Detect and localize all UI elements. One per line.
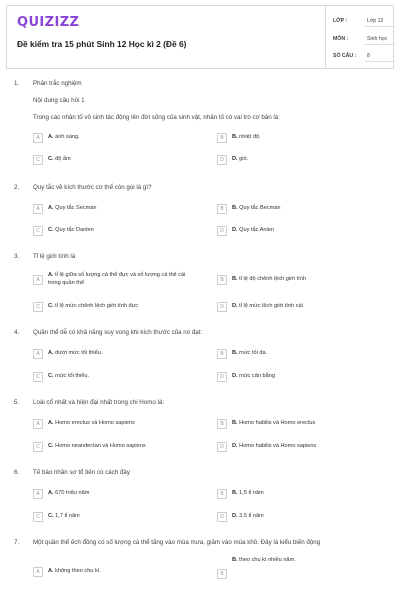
option-text: C. 1,7 tỉ năm [48,513,80,520]
question-text: Loài cổ nhất và hiện đại nhất trong chi Homo là: [33,399,165,406]
option-c[interactable] [33,224,188,238]
option-letter: A [33,349,43,359]
option-text: D. Homo habilis và Homo sapiens [232,443,317,450]
option-text: B. Homo habilis và Homo erectus [232,420,316,427]
option-text: B. mức tối đa. [232,350,268,357]
option-b[interactable] [217,131,372,145]
question-number: 6. [14,469,20,476]
class-value: Lớp 12 [367,18,384,24]
count-line [365,61,395,62]
class-label: LỚP : [333,18,348,24]
option-c[interactable] [33,440,188,454]
option-letter: D [217,442,227,452]
option-text: D. tỉ lệ mức lệch giới tính cái [232,303,303,310]
option-text: D. 3,5 tỉ năm [232,513,264,520]
option-c[interactable] [33,300,188,314]
option-letter: B [217,569,227,579]
option-text: B. 1,5 tỉ năm [232,490,264,497]
option-letter: D [217,302,227,312]
option-a[interactable] [33,417,188,431]
option-letter: D [217,226,227,236]
subject-value: Sinh học [367,36,388,42]
option-letter: C [33,512,43,522]
worksheet-title: Đề kiểm tra 15 phút Sinh 12 Học kì 2 (Đề 6) [17,39,187,49]
option-text: C. mức tối thiểu. [48,373,90,380]
option-letter: C [33,372,43,382]
option-text: B. nhiệt độ. [232,134,261,141]
question-text: Quy tắc về kích thước cơ thể còn gọi là gì? [33,184,152,191]
option-letter: A [33,133,43,143]
option-letter: A [33,275,43,285]
option-text: B. tỉ lệ độ chênh lệch giới tính [232,276,306,283]
question-subtitle: Nội dung câu hỏi 1 [33,97,85,104]
option-letter: D [217,372,227,382]
option-letter: A [33,419,43,429]
option-letter: B [217,419,227,429]
option-c[interactable] [33,510,188,524]
option-d[interactable] [217,300,372,314]
option-text: A. không theo chu kì. [48,568,101,575]
question-text: Tỉ lệ giới tính là [33,253,76,260]
question-text: Tế bào nhân sơ tổ tiên có cách đây [33,469,130,476]
option-text: A. 670 triệu năm [48,490,90,497]
option-d[interactable] [217,224,372,238]
question-prompt: Trong các nhân tố vô sinh tác động lên đời sống của sinh vật, nhân tố có vai trò cơ bản là: [33,114,280,121]
option-b[interactable] [217,273,372,287]
option-letter: C [33,226,43,236]
option-letter: C [33,442,43,452]
question-number: 5. [14,399,20,406]
option-b[interactable] [217,347,372,361]
option-text: A. dưới mức tối thiểu. [48,350,103,357]
option-letter: A [33,567,43,577]
option-letter: B [217,204,227,214]
option-letter: D [217,155,227,165]
option-d[interactable] [217,510,372,524]
option-text: A. ánh sáng. [48,134,80,141]
option-letter: A [33,489,43,499]
quizizz-logo: QUIZIZZ [17,15,80,30]
option-letter: A [33,204,43,214]
option-letter: C [33,302,43,312]
option-text: D. Quy tắc Anlen [232,227,274,234]
question-text: Phân trắc nghiệm [33,80,82,87]
option-b[interactable] [217,557,372,579]
question-text: Quần thể dễ có khả năng suy vong khi kích thước của nó đạt: [33,329,203,336]
option-a[interactable] [33,131,188,145]
option-c[interactable] [33,370,188,384]
worksheet-header [6,5,394,69]
option-letter: D [217,512,227,522]
count-value: 8 [367,53,370,59]
option-text: A. tỉ lệ giữa số lượng cá thể đực và số lượng cá thể cái trong quần thể [48,272,186,286]
question-number: 1. [14,80,20,87]
option-text: C. độ ẩm [48,156,71,163]
option-b[interactable] [217,487,372,501]
class-line [365,26,395,27]
option-a[interactable] [33,487,188,501]
option-b[interactable] [217,202,372,216]
option-text: C. Homo neandectan và Homo sapiens [48,443,146,450]
question-number: 3. [14,253,20,260]
option-letter: B [217,275,227,285]
option-text: B. Quy tắc Becman [232,205,281,212]
option-text: A. Homo erectus và Homo sapiens [48,420,135,427]
option-a[interactable] [33,202,188,216]
option-d[interactable] [217,370,372,384]
header-divider [325,6,326,68]
count-label: SỐ CÂU : [333,53,357,59]
option-text: A. Quy tắc Secman [48,205,97,212]
option-a[interactable] [33,347,188,361]
question-number: 4. [14,329,20,336]
option-text: D. gió. [232,156,249,163]
question-number: 2. [14,184,20,191]
option-letter: B [217,489,227,499]
option-c[interactable] [33,153,188,167]
question-number: 7. [14,539,20,546]
option-text: D. mức cân bằng [232,373,275,380]
option-a[interactable] [33,565,188,579]
question-text: Một quần thể ếch đồng có số lượng cá thể tăng vào mùa mưa, giảm vào mùa khô. Đây là kiểu biến động [33,539,321,546]
option-b[interactable] [217,417,372,431]
option-d[interactable] [217,440,372,454]
option-text: B. theo chu kì nhiều năm. [232,557,296,563]
option-letter: B [217,133,227,143]
option-d[interactable] [217,153,372,167]
subject-label: MÔN : [333,36,349,42]
option-text: C. Quy tắc Danlen [48,227,94,234]
subject-line [365,44,395,45]
option-letter: C [33,155,43,165]
option-text: C. tỉ lệ mức chênh lệch giới tính đực [48,303,139,310]
option-letter: B [217,349,227,359]
option-a[interactable] [33,269,188,291]
